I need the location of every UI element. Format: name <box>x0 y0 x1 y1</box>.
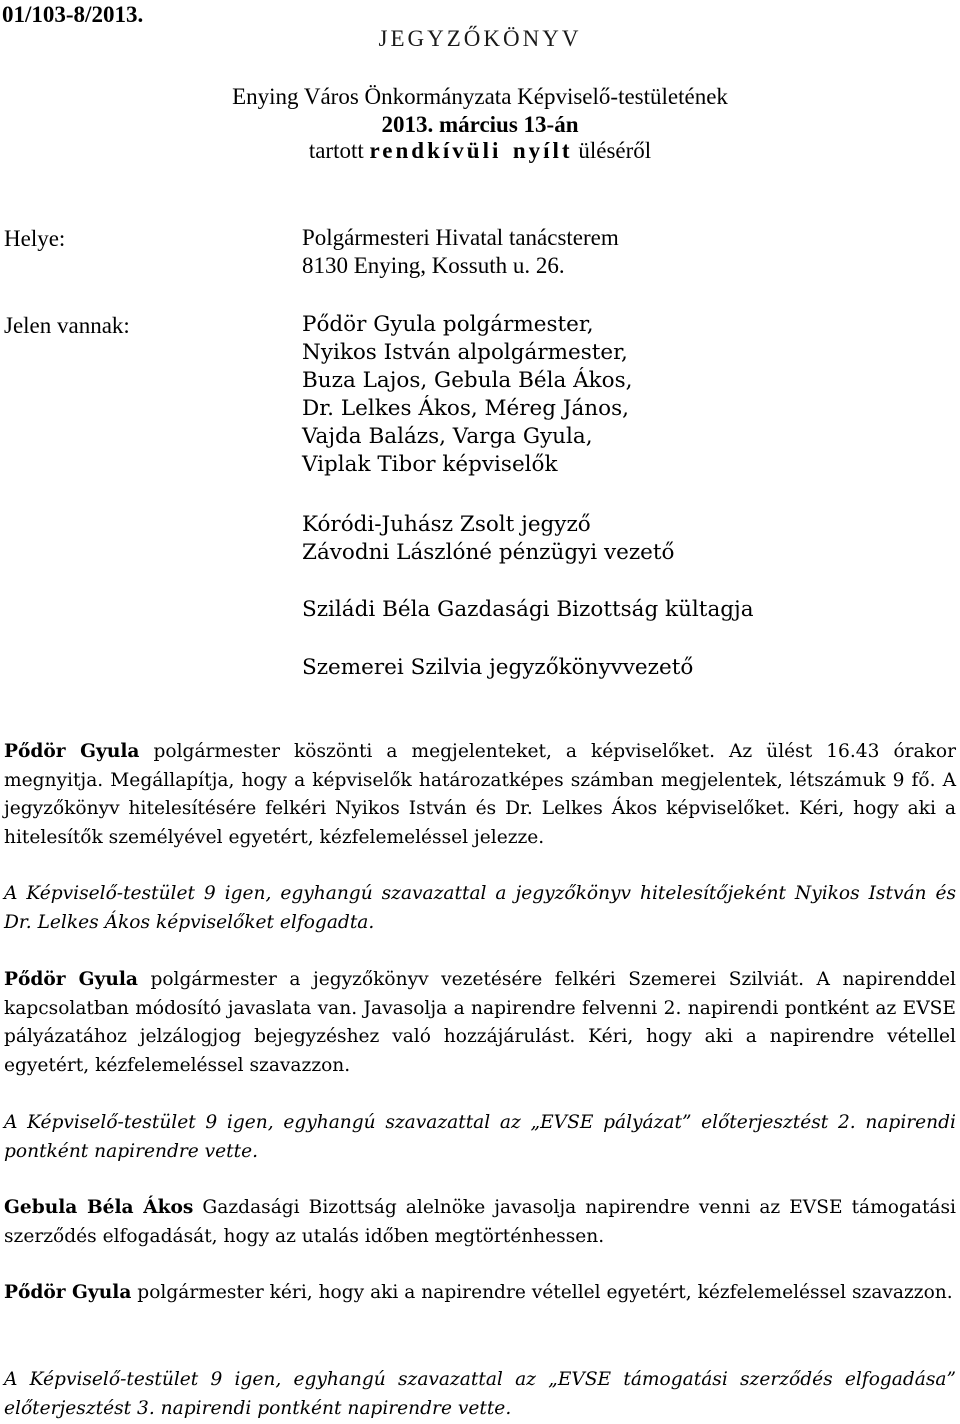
speaker-name: Pődör Gyula <box>4 741 140 762</box>
header-body-name: Enying Város Önkormányzata Képviselő-testületének <box>232 84 728 109</box>
header-prefix: tartott <box>308 138 370 163</box>
paragraph-text: polgármester köszönti a megjelenteket, a képviselőket. Az ülést 16.43 órakor megnyitja. Megállapítja, hogy a képviselők határozatképes számban megjelentek, létszámuk 9 fő. A jegyzőkönyv hitelesítésére felkéri Nyikos István és Dr. Lelkes Ákos képviselőket. Kéri, hogy aki a hitelesítők személyével egyetért, kézfelemeléssel jelezze. <box>4 741 956 848</box>
header-nyilt: nyílt <box>512 138 573 163</box>
paragraph-committee-proposal <box>4 1194 956 1251</box>
location-line: Polgármesteri Hivatal tanácsterem <box>302 225 619 250</box>
location-line: 8130 Enying, Kossuth u. 26. <box>302 253 565 278</box>
attendee-line: Nyikos István alpolgármester, <box>302 340 628 365</box>
speaker-name: Gebula Béla Ákos <box>4 1197 194 1218</box>
header-meeting-type <box>0 138 960 164</box>
paragraph-vote-request <box>4 1279 956 1308</box>
header-rendkivuli: rendkívüli <box>369 138 502 163</box>
resolution-agenda-item-3: A Képviselő-testület 9 igen, egyhangú szavazattal az „EVSE támogatási szerződés elfogadása” előterjesztést 3. napirendi pontként napirendre vette. <box>4 1369 956 1419</box>
attendee-recorder: Szemerei Szilvia jegyzőkönyvvezető <box>302 655 694 680</box>
document-title: JEGYZŐKÖNYV <box>378 26 582 51</box>
location-lines <box>302 224 619 280</box>
paragraph-opening <box>4 738 956 852</box>
header-suffix: üléséről <box>572 138 652 163</box>
attendee-notary: Kóródi-Juhász Zsolt jegyző <box>302 512 591 537</box>
attendee-line: Buza Lajos, Gebula Béla Ákos, <box>302 368 633 393</box>
speaker-name: Pődör Gyula <box>4 969 138 990</box>
resolution-agenda-item-2: A Képviselő-testület 9 igen, egyhangú szavazattal az „EVSE pályázat” előterjesztést 2. napirendi pontként napirendre vette. <box>4 1112 956 1162</box>
attendee-line: Viplak Tibor képviselők <box>302 452 558 477</box>
attendee-line: Pődör Gyula polgármester, <box>302 312 594 337</box>
attendees-list <box>302 311 633 479</box>
header-meeting-date: 2013. március 13-án <box>381 112 579 137</box>
attendees-label: Jelen vannak: <box>4 313 130 338</box>
paragraph-text: polgármester a jegyzőkönyv vezetésére felkéri Szemerei Szilviát. A napirenddel kapcsolatban módosító javaslata van. Javasolja a napirendre felvenni 2. napirendi pontként az EVSE pályázatához jelzálogjog bejegyzéshez való hozzájárulást. Kéri, hogy aki a napirendre vétellel egyetért, kézfelemeléssel szavazzon. <box>4 969 956 1076</box>
resolution-authenticators: A Képviselő-testület 9 igen, egyhangú szavazattal a jegyzőkönyv hitelesítőjeként Nyikos István és Dr. Lelkes Ákos képviselőket elfogadta. <box>4 883 956 933</box>
attendee-finance: Závodni Lászlóné pénzügyi vezető <box>302 540 675 565</box>
attendee-line: Vajda Balázs, Varga Gyula, <box>302 424 593 449</box>
speaker-name: Pődör Gyula <box>4 1282 132 1303</box>
paragraph-agenda-proposal <box>4 966 956 1080</box>
attendee-line: Dr. Lelkes Ákos, Méreg János, <box>302 396 629 421</box>
attendee-external: Sziládi Béla Gazdasági Bizottság kültagja <box>302 597 754 622</box>
location-label: Helye: <box>4 226 66 251</box>
paragraph-text: polgármester kéri, hogy aki a napirendre vétellel egyetért, kézfelemeléssel szavazzon. <box>131 1282 953 1303</box>
paragraph-text: Gazdasági Bizottság alelnöke javasolja napirendre venni az EVSE támogatási szerződés elfogadását, hogy az utalás időben megtörténhessen. <box>4 1197 957 1247</box>
document-reference-number: 01/103-8/2013. <box>2 2 144 27</box>
